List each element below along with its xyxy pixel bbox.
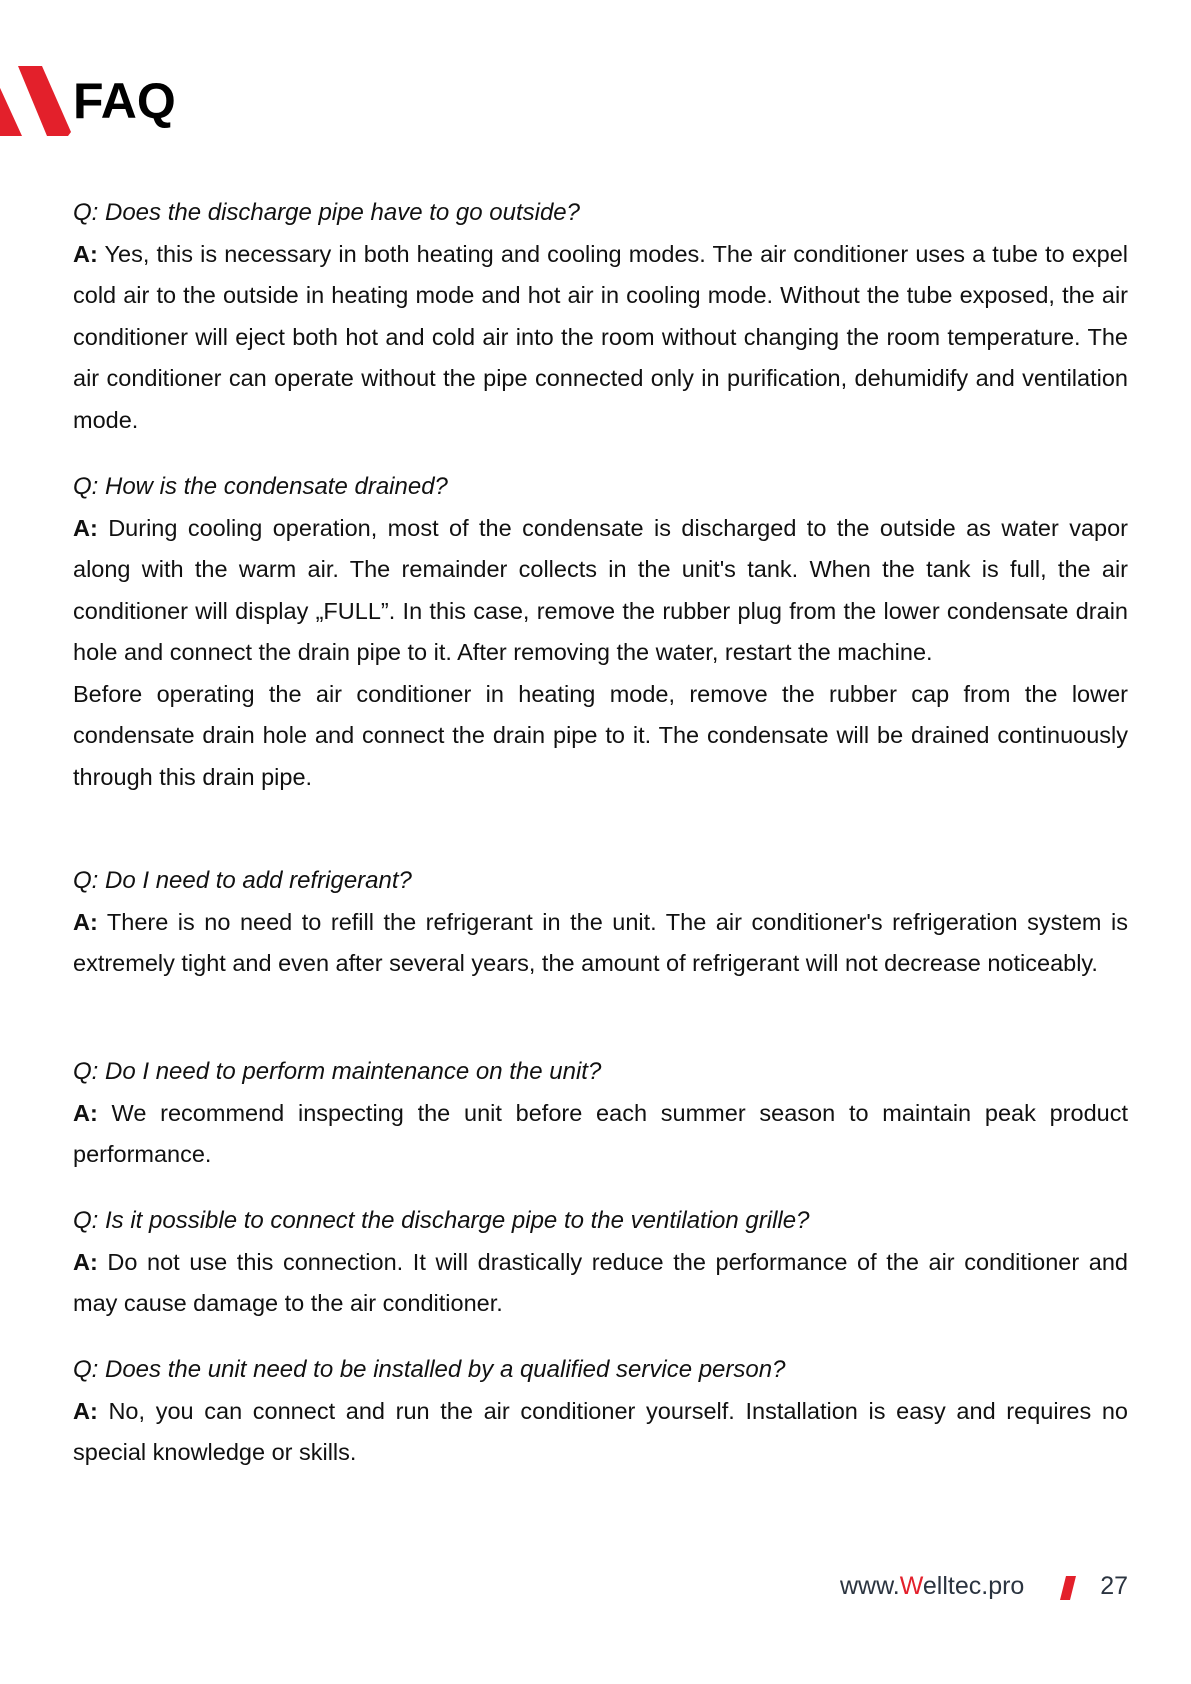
page-footer [835,1572,1128,1608]
faq-answer: A: During cooling operation, most of the condensate is discharged to the outside as water vapor along with the warm air. The remainder collects in the unit's tank. When the tank is full, the air conditioner will display „FULL”. In this case, remove the rubber plug from the lower condensate drain hole and connect the drain pipe to it. After removing the water, restart the machine. [73,514,1128,665]
faq-item [73,1051,1128,1176]
slash-divider-icon [1060,1576,1076,1600]
page-title: FAQ [73,73,176,129]
faq-answer-continued: Before operating the air conditioner in heating mode, remove the rubber cap from the lower condensate drain hole and connect the drain pipe to it. The condensate will be drained continuously through this drain pipe. [73,680,1128,790]
faq-answer: A: Do not use this connection. It will drastically reduce the performance of the air conditioner and may cause damage to the air conditioner. [73,1248,1128,1316]
faq-answer: A: We recommend inspecting the unit before each summer season to maintain peak product performance. [73,1099,1128,1167]
faq-question: Q: Do I need to add refrigerant? [73,867,412,894]
website-link[interactable]: www.Welltec.pro [840,1572,1025,1600]
faq-question: Q: Does the discharge pipe have to go outside? [73,199,580,226]
faq-item [73,860,1128,985]
page-number: 27 [1100,1572,1128,1600]
faq-item [73,1349,1128,1474]
brand-logo-stripes [0,66,72,136]
faq-question: Q: Do I need to perform maintenance on the unit? [73,1058,602,1085]
faq-item [73,192,1128,441]
faq-item [73,466,1128,798]
faq-question: Q: Does the unit need to be installed by a qualified service person? [73,1356,786,1383]
faq-answer: A: No, you can connect and run the air conditioner yourself. Installation is easy and requires no special knowledge or skills. [73,1397,1128,1465]
faq-answer: A: Yes, this is necessary in both heating and cooling modes. The air conditioner uses a tube to expel cold air to the outside in heating mode and hot air in cooling mode. Without the tube exposed, the air conditioner will eject both hot and cold air into the room without changing the room temperature. The air conditioner can operate without the pipe connected only in purification, dehumidify and ventilation mode. [73,240,1128,433]
faq-item [73,1200,1128,1325]
faq-answer: A: There is no need to refill the refrigerant in the unit. The air conditioner's refrigeration system is extremely tight and even after several years, the amount of refrigerant will not decrease noticeably. [73,908,1128,976]
faq-question: Q: How is the condensate drained? [73,473,448,500]
faq-question: Q: Is it possible to connect the discharge pipe to the ventilation grille? [73,1207,810,1234]
